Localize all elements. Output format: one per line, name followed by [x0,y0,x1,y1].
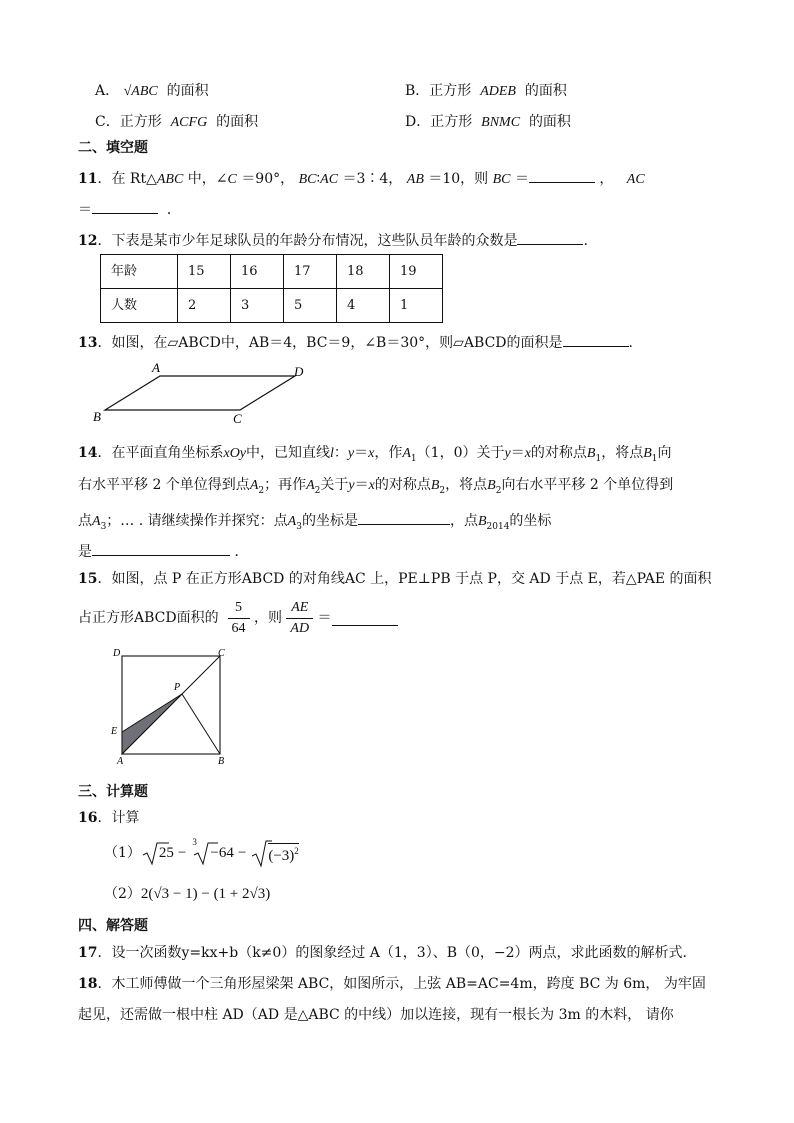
table-cell: 3 [231,289,284,323]
question-18-line-1: 18．木工师傅做一个三角形屋梁架 ABC，如图所示，上弦 AB=AC=4m，跨度 BC 为 6m， 为牢固 [78,976,706,992]
q15-answer-blank[interactable] [332,611,398,626]
question-14-line-4: 是 ． [78,541,248,559]
label-c: C [233,411,242,426]
q14-b2014-blank[interactable] [92,541,230,556]
section-title-calculation: 三、计算题 [78,784,148,800]
table-cell: 19 [390,255,443,289]
q11-bc-blank[interactable] [529,168,595,183]
table-cell: 4 [337,289,390,323]
label-b: B [93,409,101,424]
question-18-line-2: 起见，还需做一根中柱 AD（AD 是△ABC 的中线）加以连接，现有一根长为 3m 的木料， 请你 [78,1007,674,1023]
question-17: 17．设一次函数y=kx+b（k≠0）的图象经过 A（1，3）、B（0，−2）两点，求此函数的解析式． [78,945,697,961]
label-p: P [174,682,181,693]
question-14-line-3: 点$A_3$；… . 请继续操作并探究：点$A_3$的坐标是 ，点$B_{2014}$的坐标 [78,510,551,532]
question-14-line-1: 14．在平面直角坐标系xOy中，已知直线l：y＝x，作$A_1(1$，0）关于y＝x的对称点$B_1$，将点$B_1$向 [78,445,672,464]
label-b: B [218,756,225,767]
q14-a3-blank[interactable] [358,510,450,525]
label-d: D [294,364,304,379]
question-15-line-1: 15．如图，点 P 在正方形ABCD 的对角线AC 上，PE⊥PB 于点 P，交 AD 于点 E，若△PAE 的面积 [78,571,712,587]
table-cell: 1 [390,289,443,323]
question-16: 16．计算 [78,810,140,826]
label-d: D [113,648,121,659]
segment-pb [182,694,220,754]
question-11-line-1: 11．在 Rt△ABC 中，∠C ＝90°， BC∶AC ＝3∶4， AB ＝10，则 BC ＝ ， AC [78,168,645,187]
table-row [101,289,443,323]
parallelogram-abcd [105,376,295,410]
option-c: C．正方形 ACFG 的面积 [95,114,259,130]
option-d: D．正方形 BNMC 的面积 [405,114,571,130]
table-cell: 5 [284,289,337,323]
table-cell: 2 [178,289,231,323]
age-distribution-table [100,254,443,323]
table-cell: 17 [284,255,337,289]
option-b: B．正方形 ADEB 的面积 [405,83,567,99]
question-14-line-2: 右水平平移 2 个单位得到点$A_2$；再作$A_2$关于y＝x的对称点$B_2$，将点$B_2$向右水平平移 2 个单位得到 [78,477,674,496]
section-title-solve: 四、解答题 [78,918,148,934]
table-cell: 16 [231,255,284,289]
q13-answer-blank[interactable] [563,332,629,347]
fraction-5-64: $\frac{5}{64}$ [228,601,250,636]
label-c: C [218,648,225,659]
option-a: A． √ABC 的面积 [95,83,209,99]
question-12: 12．下表是某市少年足球队员的年龄分布情况，这些队员年龄的众数是 . [78,230,588,248]
fraction-ae-ad: $\frac{AE}{AD}$ [286,601,313,636]
table-header-cell: 年龄 [101,255,178,289]
q12-answer-blank[interactable] [517,230,583,245]
square-figure [108,646,238,770]
question-15-line-2: 占正方形ABCD面积的 $\frac{5}{64}$ ，则 $\frac{AE}{AD}$ ＝ [78,598,398,638]
label-a: A [152,360,160,375]
question-11-line-2: ＝ ． [78,199,181,217]
question-13: 13．如图，在▱ABCD中，AB＝4，BC＝9，∠B＝30°，则▱ABCD的面积是 . [78,332,633,350]
table-row [101,255,443,289]
triangle-pae [122,694,182,754]
label-a: A [117,756,124,767]
section-title-fill-in: 二、填空题 [78,140,148,156]
parallelogram-figure [90,360,320,430]
table-header-cell: 人数 [101,289,178,323]
q16-part-1: （1） 25 − 3 −64 − $(-3)^2$ [104,838,299,868]
q11-ac-blank[interactable] [92,199,158,214]
table-cell: 18 [337,255,390,289]
q16-part-2: （2） 2(√3 − 1) − (1 + 2√3) [104,885,271,902]
label-e: E [111,726,118,737]
table-cell: 15 [178,255,231,289]
